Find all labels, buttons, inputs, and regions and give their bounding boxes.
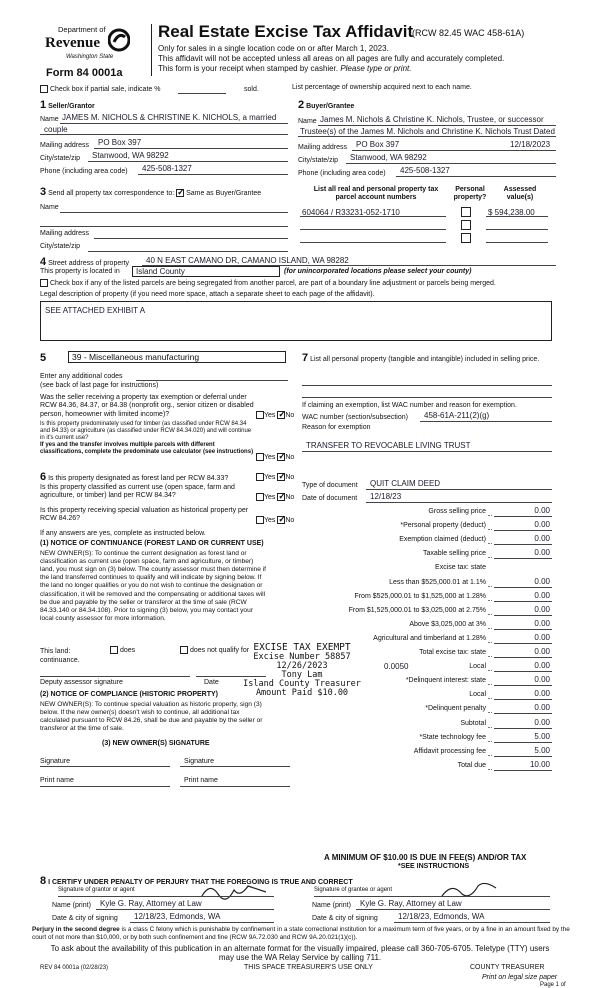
seller-mailing-label: Mailing address [40,142,90,149]
calc-row-line [494,530,552,531]
calc-row-value[interactable]: 0.00 [534,647,550,656]
located-in-label: This property is located in [40,268,120,275]
forest-no-label: No [285,473,295,481]
personal-checkbox-3[interactable] [461,233,471,243]
certify-statement: I CERTIFY UNDER PENALTY OF PERJURY THAT THE FOREGOING IS TRUE AND CORRECT [48,879,353,886]
exemption-reason-label: Reason for exemption [302,424,371,431]
header-note-2: This affidavit will not be accepted unless all areas on all pages are fully and accurately completed. [158,54,505,63]
treasurer-use-label: THIS SPACE TREASURER'S USE ONLY [244,964,373,971]
current-use-yes-label: Yes [264,493,276,501]
calc-row-label: Above $3,025,000 at 3% [409,620,486,628]
calc-row-value[interactable]: 0.00 [534,618,550,628]
calc-row-leader [488,698,492,699]
seller-name-line-2 [40,134,288,135]
section-6-number: 6 [40,471,47,483]
continuance-label: continuance. [40,657,80,664]
buyer-heading-row [298,99,354,112]
assessed-value-header: Assessed value(s) [503,186,537,202]
section-8-number: 8 [40,875,47,887]
compliance-text: NEW OWNER(S): To continue special valuation as historic property, sign (3) below. If the new owner(s) doesn't wish to continue, all additional tax calculated pursuant to RCW 84.26, shall be due and payable by the seller or transferor at the time of sale. [40,701,263,733]
calc-row-label: Agricultural and timberland at 1.28% [373,634,486,642]
calc-row-value[interactable]: 5.00 [534,731,550,741]
document-type-label: Type of document [302,482,358,489]
timber-yes-label: Yes [264,453,276,461]
tax-correspondence-label: Send all property tax correspondence to: [48,190,175,197]
new-owner-signature-label-1: Signature [40,758,70,765]
dor-logo-icon [108,28,130,52]
land-use-select[interactable] [68,351,286,363]
county-note: (for unincorporated locations please select your county) [284,268,472,275]
calc-row-value[interactable]: 0.00 [534,717,550,727]
calc-row-value[interactable]: 0.00 [534,576,550,586]
stamp-line-3: 12/26/2023 [276,660,328,671]
correspondence-mailing-label: Mailing address [40,230,90,237]
partial-sale-line [178,93,226,94]
partial-sale-label: Check box if partial sale, indicate % [49,85,161,93]
current-use-answer [256,493,294,502]
exemption-reason-value[interactable]: TRANSFER TO REVOCABLE LIVING TRUST [306,441,471,450]
buyer-name-line [318,125,556,126]
personal-checkbox-2[interactable] [461,220,471,230]
new-owner-print-name-2: Print name [184,777,218,784]
calc-row-leader [488,755,492,756]
buyer-phone-line [396,176,556,177]
calc-row-value[interactable]: 10.00 [529,759,550,769]
header-note-3-text: This form is your receipt when stamped by cashier. [158,64,339,73]
seller-heading: Seller/Grantor [48,103,95,110]
buyer-name-value-2[interactable]: Trustee(s) of the James M. Nichols and Christine K. Nichols Trust Dated [300,127,555,136]
grantor-date-line [130,922,274,923]
calc-row-label: *Delinquent penalty [425,705,486,713]
buyer-phone-value[interactable]: 425-508-1327 [400,166,450,175]
parcel-line-2 [300,229,446,230]
calc-row-line [494,699,552,700]
current-use-no-checkbox[interactable] [277,493,285,501]
section-2-number: 2 [298,99,305,111]
section-7-row [302,352,552,365]
timber-no-label: No [285,453,295,461]
seller-phone-value[interactable]: 425-508-1327 [142,164,192,173]
seller-name-value[interactable]: JAMES M. NICHOLS & CHRISTINE K. NICHOLS, a married [62,113,277,122]
section-4-number: 4 [40,256,47,268]
legal-description-value: SEE ATTACHED EXHIBIT A [45,306,146,315]
dept-name: Revenue [45,35,100,51]
document-type-line [366,489,552,490]
section-6-row [40,471,228,484]
forest-answer [256,473,294,482]
calc-row-label: Exemption claimed (deduct) [399,536,486,544]
grantor-signature-line [58,896,274,897]
historical-question: Is this property receiving special valuation as historical property per RCW 84.26? [40,507,249,523]
calc-row-value[interactable]: 0.00 [534,520,550,530]
new-owner-sig-line-1 [40,766,170,767]
seller-name-value-2[interactable]: couple [44,125,68,134]
timber-yes-checkbox[interactable] [256,453,264,461]
stamp-line-5: Island County Treasurer [243,678,361,689]
county-treasurer-label: COUNTY TREASURER [470,964,545,971]
header-note-3-italic: Please type or print. [340,64,412,73]
exemption-answer [256,411,294,420]
perjury-bold: Perjury in the second degree [32,926,120,933]
section-7-number: 7 [302,352,309,364]
calc-row-line [494,544,552,545]
buyer-name-line-2 [298,136,556,137]
personal-property-header: Personal property? [453,186,487,202]
buyer-mailing-value[interactable]: PO Box 397 [356,140,400,149]
buyer-heading: Buyer/Grantee [306,103,355,110]
additional-codes-note: (see back of last page for instructions) [40,382,159,389]
forest-yes-label: Yes [264,473,276,481]
calc-row-label: Affidavit processing fee [413,747,486,755]
local-tax-rate[interactable]: 0.0050 [384,662,409,671]
calc-row-line [494,601,552,602]
current-use-yes-checkbox[interactable] [256,493,264,501]
current-use-question: Is this property classified as current use (open space, farm and agriculture, or timber) land per RCW 84.34? [40,484,235,500]
correspondence-name-label: Name [40,204,59,211]
new-owner-signature-title: (3) NEW OWNER(S) SIGNATURE [102,740,210,747]
calc-row-leader [488,769,492,770]
calc-row-label: Less than $525,000.01 at 1.1% [389,578,486,586]
calc-row-leader [488,642,492,643]
stamp-line-1: EXCISE TAX EXEMPT [253,642,351,653]
calc-row-leader [488,543,492,544]
alternate-format-notice: To ask about the availability of this publication in an alternate format for the visually impaired, please call 360-705-6705. Teletype (TTY) users may use the WA Relay Service by calling 711. [50,944,550,963]
calc-row-label: Total excise tax: state [419,649,486,656]
personal-property-line-1 [302,385,552,386]
calc-row-label: Local [469,691,486,699]
buyer-city-value[interactable]: Stanwood, WA 98292 [350,153,427,162]
personal-property-line-2 [302,397,552,398]
minimum-due-note: A MINIMUM OF $10.00 IS DUE IN FEE(S) AND/OR TAX [324,853,527,862]
seller-mailing-line [94,148,288,149]
see-instructions-note: *SEE INSTRUCTIONS [398,863,470,870]
calc-row-value[interactable]: 5.00 [534,745,550,755]
calc-row-leader [488,586,492,587]
grantee-signature-label: Signature of grantee or agent [314,887,393,893]
personal-property-list-label: List all personal property (tangible and intangible) included in selling price. [310,356,540,363]
grantor-name-line [96,909,274,910]
forest-yes-checkbox[interactable] [256,473,264,481]
land-use-value: 39 - Miscellaneous manufacturing [72,352,200,362]
segregated-label: Check box if any of the listed parcels are being segregated from another parcel, are part of a boundary line adjustment or parcels being merged. [49,279,496,287]
calc-row-leader [488,515,492,516]
this-land-label: This land: [40,648,71,655]
calc-row-line [494,587,552,588]
grantee-name-line [356,909,550,910]
continuance-title: (1) NOTICE OF CONTINUANCE (FOREST LAND OR CURRENT USE) [40,540,264,547]
parcel-line-3 [300,242,446,243]
new-owner-sig-line-2 [180,766,290,767]
grantee-name-value[interactable]: Kyle G. Ray, Attorney at Law [360,899,462,908]
segregated-checkbox[interactable] [40,279,48,287]
seller-city-value[interactable]: Stanwood, WA 98292 [92,151,169,160]
header-note-3 [158,64,411,73]
calc-row-leader [488,600,492,601]
seller-name-label: Name [40,116,59,123]
correspondence-name-line [60,212,288,213]
assessed-value-1[interactable]: $ 594,238.00 [488,208,535,217]
calc-row-line [494,629,552,630]
if-yes-note: If any answers are yes, complete as instructed below. [40,530,206,537]
calc-row-label: Total due [457,761,486,769]
parcel-line-1 [300,216,446,217]
calc-row-value[interactable]: 0.00 [534,703,550,713]
header-divider [151,24,152,76]
current-use-no-label: No [285,493,295,501]
calc-row-line [494,742,552,743]
seller-city-line [88,161,288,162]
calc-row-leader [488,656,492,657]
partial-sale-checkbox[interactable] [40,85,48,93]
section-3-number: 3 [40,186,47,198]
seller-phone-label: Phone (including area code) [40,168,128,175]
calc-row-label: *Delinquent interest: state [405,677,486,685]
calc-row-line [494,770,552,771]
wac-number-label: WAC number (section/subsection) [302,414,408,421]
assessed-line-2 [486,229,548,230]
calc-row-label: Local [469,663,486,671]
buyer-phone-label: Phone (including area code) [298,170,386,177]
grantee-date-value[interactable]: 12/18/23, Edmonds, WA [398,912,485,921]
list-percentage-note: List percentage of ownership acquired next to each name. [292,84,472,91]
buyer-city-label: City/state/zip [298,157,339,164]
correspondence-mailing-line [94,238,288,239]
calc-row-line [494,558,552,559]
parcel-number-1[interactable]: 604064 / R33231-052-1710 [302,208,400,217]
calc-row-value[interactable]: 0.00 [534,675,550,685]
timber-question: Is this property predominately used for timber (as classified under RCW 84.34 and 84.33) or agriculture (as classified under RCW 84.34.020) and will continue in it's current use? [40,421,252,442]
perjury-notice [32,926,572,941]
seller-heading-row [40,99,95,112]
exemption-yes-checkbox[interactable] [256,411,264,419]
calc-row-leader [488,712,492,713]
calc-row-leader [488,670,492,671]
calc-row-leader [488,628,492,629]
historical-answer [256,516,294,525]
perjury-text: is a class C felony which is punishable by confinement in a state correctional institution for a maximum term of five years, or by a fine in an amount fixed by the court of not more than $10,000, or by both such confinement and fine (RCW 9A.72.030 and RCW 9A.20.021(1)(c)). [32,926,570,941]
buyer-name-label: Name [298,118,317,125]
calc-row-line [494,728,552,729]
document-type-value[interactable]: QUIT CLAIM DEED [370,479,441,488]
grantee-date-label: Date & city of signing [312,915,378,922]
calc-row-line [494,671,552,672]
calc-row-value[interactable]: 0.00 [534,506,550,515]
calc-row-value[interactable]: 0.00 [534,548,550,558]
grantor-name-value[interactable]: Kyle G. Ray, Attorney at Law [100,899,202,908]
grantor-date-label: Date & city of signing [52,915,118,922]
new-owner-print-name-1: Print name [40,777,74,784]
header-note-1: Only for sales in a single location code on or after March 1, 2023. [158,44,389,53]
document-date-value[interactable]: 12/18/23 [370,492,402,501]
calc-row-label: *Personal property (deduct) [400,522,486,530]
timber-answer [256,453,294,462]
section-3-row [40,186,261,199]
calc-row-line [494,713,552,714]
calc-row-line [494,756,552,757]
calc-row-label: From $1,525,000.01 to $3,025,000 at 2.75% [348,606,486,614]
deputy-signature-label: Deputy assessor signature [40,679,123,686]
historical-yes-checkbox[interactable] [256,516,264,524]
dept-state: Washington State [66,54,114,60]
excise-stamp [236,643,368,698]
calc-row-leader [488,727,492,728]
same-as-buyer-checkbox[interactable] [176,189,184,197]
page-number: Page 1 of [540,982,566,988]
timber-question-detail: If yes and the transfer involves multiple parcels with different classifications, complete the predominate use calculator (see instructions) [40,442,254,456]
seller-city-label: City/state/zip [40,155,81,162]
new-owner-print-line-1 [40,786,170,787]
grantee-name-label: Name (print) [312,902,351,909]
segregated-row [40,279,496,288]
calc-row-value[interactable]: 0.00 [534,534,550,544]
assessed-line-1 [486,216,548,217]
seller-name-line [60,123,288,124]
additional-codes-line [136,380,288,381]
forest-land-question: Is this property designated as forest land per RCW 84.33? [48,475,229,482]
exemption-no-checkbox[interactable] [277,411,285,419]
grantor-date-value[interactable]: 12/18/23, Edmonds, WA [134,912,221,921]
calc-row-label: Taxable selling price [422,550,486,558]
correspondence-name-line-2 [40,226,288,227]
form-title-ref: (RCW 82.45 WAC 458-61A) [412,28,525,38]
calc-row-leader [488,741,492,742]
land-does-not-checkbox[interactable] [180,646,188,654]
calc-row-label: Gross selling price [428,508,486,515]
calc-row-label: *State technology fee [419,733,486,741]
continuance-text: NEW OWNER(S): To continue the current designation as forest land or classification as current use (open space, farm and agriculture, or timber) land, you must sign on (3) below. The county assessor must then determine if the land transferred continues to qualify and will indicate by signing below. If the land no longer qualifies or you do not wish to continue the designation or classification, it will be removed and the compensating or additional taxes will be due and payable by the seller or transferor at the time of sale (RCW 84.33.140 or 84.34.108). Prior to signing (3) below, you may contact your local county assessor for more information. [40,550,267,622]
seller-mailing-value[interactable]: PO Box 397 [98,138,142,147]
historical-no-label: No [285,516,295,524]
revision-label: REV 84 0001a (02/28/23) [40,965,109,971]
grantor-signature-label: Signature of grantor or agent [58,887,135,893]
calc-row-label: Excise tax: state [435,564,486,572]
stamp-line-6: Amount Paid $10.00 [255,687,349,698]
timber-no-checkbox[interactable] [277,453,285,461]
correspondence-city-label: City/state/zip [40,243,81,250]
document-date-line [366,502,552,503]
new-owner-signature-label-2: Signature [184,758,214,765]
exemption-yes-label: Yes [264,411,276,419]
exemption-question: Was the seller receiving a property tax exemption or deferral under RCW 84.36, 84.37, or 84.38 (nonprofit org., senior citizen or disabled person, homeowner with limited income)? [40,394,254,418]
grantor-signature [200,880,270,902]
calc-row-value[interactable]: 0.00 [534,590,550,600]
dept-line1: Department of [58,25,106,34]
buyer-city-line [346,163,556,164]
buyer-name-value[interactable]: James M. Nichols & Christine K. Nichols, Trustee, or successor [320,115,544,124]
forest-no-checkbox[interactable] [277,473,285,481]
section-5-number: 5 [40,352,47,364]
partial-sale-row [40,85,160,94]
compliance-title: (2) NOTICE OF COMPLIANCE (HISTORIC PROPERTY) [40,691,218,698]
form-title: Real Estate Excise Tax Affidavit [158,22,414,41]
document-date-label: Date of document [302,495,358,502]
calc-row-leader [488,529,492,530]
calc-row-line [494,685,552,686]
calc-row-line [494,516,552,517]
dept-logo [40,26,130,66]
historical-no-checkbox[interactable] [277,516,285,524]
land-does-checkbox[interactable] [110,646,118,654]
land-does-label: does [119,646,136,654]
deputy-date-label: Date [204,679,219,686]
exemption-no-label: No [285,411,295,419]
calc-row-value[interactable]: 0.00 [534,604,550,614]
personal-checkbox-1[interactable] [461,207,471,217]
wac-number-line [420,421,552,422]
stamp-line-2: Excise Number 58857 [253,651,351,662]
additional-codes-label: Enter any additional codes [40,373,123,380]
stamp-line-4: Tony Lam [281,669,323,680]
buyer-trust-date[interactable]: 12/18/2023 [510,140,551,149]
exemption-reason-line [302,451,552,452]
legal-size-note: Print on legal size paper [482,974,558,981]
correspondence-city-line [88,251,288,252]
calc-row-leader [488,614,492,615]
deputy-signature-line [40,676,190,677]
new-owner-print-line-2 [180,786,290,787]
grantor-name-label: Name (print) [52,902,91,909]
wac-number-value[interactable]: 458-61A-211(2)(g) [424,411,490,420]
calc-row-line [494,615,552,616]
legal-description-box[interactable] [40,301,552,341]
county-value: Island County [136,267,185,276]
parcel-header: List all real and personal property tax parcel account numbers [313,186,439,202]
historical-yes-label: Yes [264,516,276,524]
section-1-number: 1 [40,99,47,111]
calc-row-value[interactable]: 0.00 [534,632,550,642]
calc-row-value[interactable]: 0.00 [534,661,550,671]
buyer-mailing-label: Mailing address [298,144,348,151]
land-does-not-label: does not qualify for [189,646,250,654]
land-does-row [110,646,135,655]
buyer-mailing-line [352,150,556,151]
calc-row-label: Subtotal [460,719,486,727]
calc-row-label: From $525,000.01 to $1,525,000 at 1.28% [354,592,486,600]
calc-row-value[interactable]: 0.00 [534,689,550,699]
calc-row-line [494,643,552,644]
legal-description-label: Legal description of property (if you need more space, attach a separate sheet to each page of the affidavit). [40,291,375,298]
section-4-row [40,256,129,269]
assessed-line-3 [486,242,548,243]
grantee-signature-line [314,896,550,897]
calc-row-leader [488,557,492,558]
exemption-claim-label: If claiming an exemption, list WAC number and reason for exemption. [302,402,517,409]
grantee-date-line [394,922,550,923]
county-select[interactable] [132,266,280,277]
sold-label: sold. [244,86,259,93]
calc-row-line [494,657,552,658]
section-8-row [40,875,353,888]
seller-phone-line [138,174,288,175]
street-address-value[interactable]: 40 N EAST CAMANO DR, CAMANO ISLAND, WA 98282 [146,256,349,265]
street-address-label: Street address of property [48,260,130,267]
same-as-buyer-label: Same as Buyer/Grantee [186,190,262,197]
form-number: Form 84 0001a [46,67,123,79]
calc-row-leader [488,684,492,685]
